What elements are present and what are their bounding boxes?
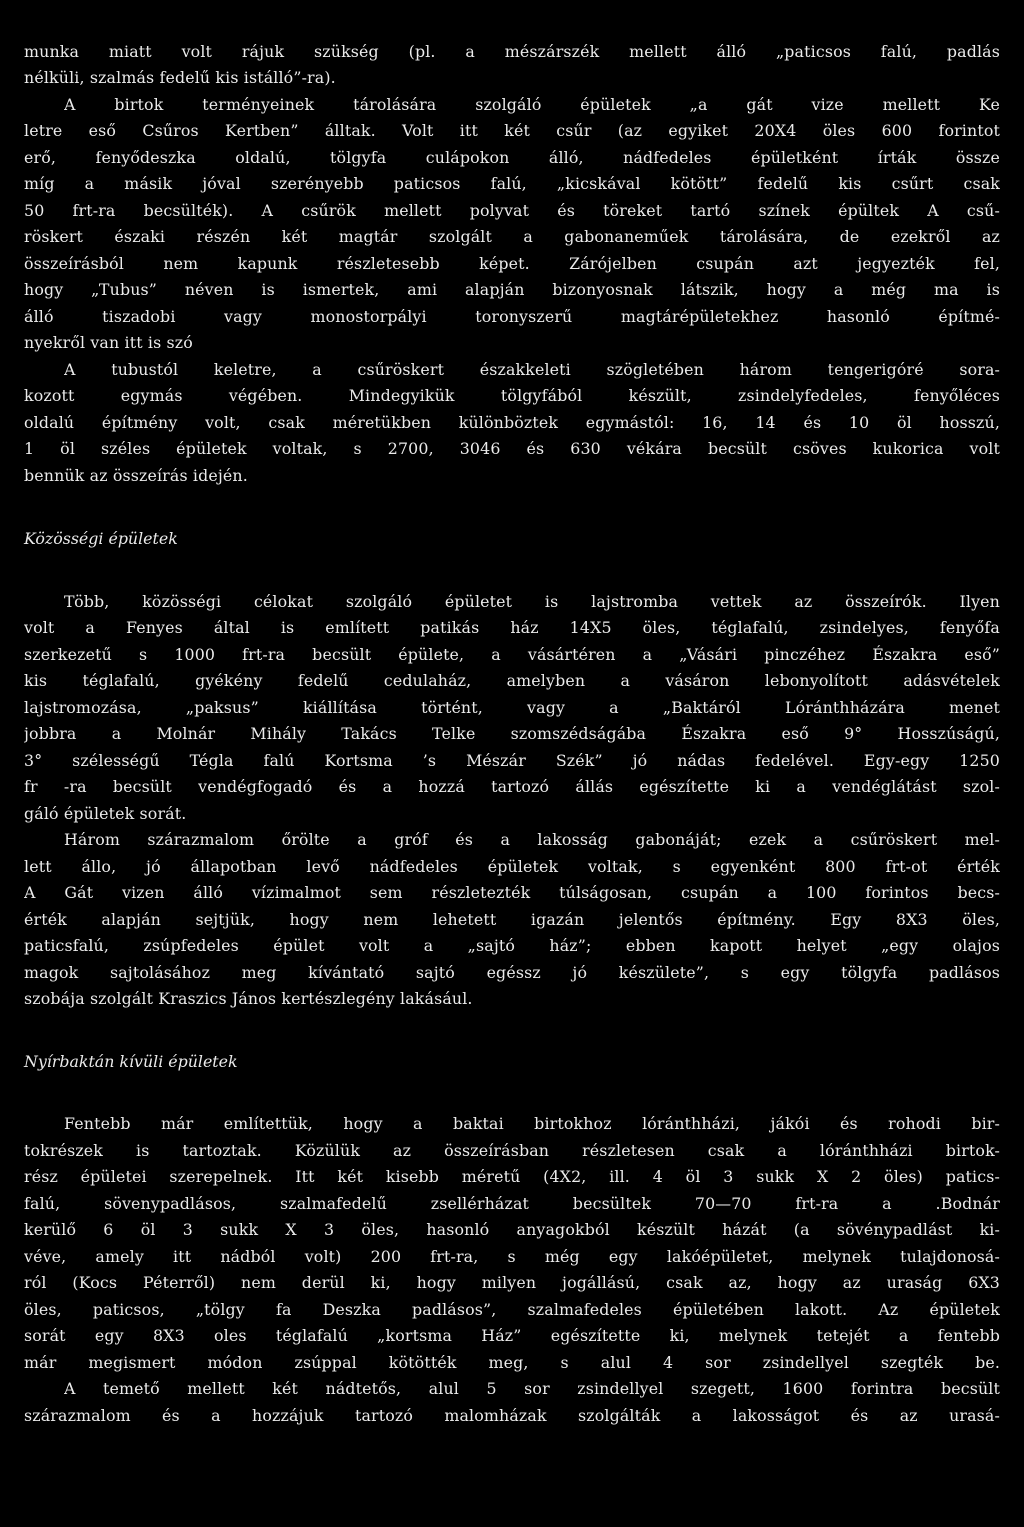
text-line: A Gát vizen álló vízimalmot sem részletezték túlságosan, csupán a 100 forintos becs-: [24, 883, 1000, 902]
text-line: Több, közösségi célokat szolgáló épületet is lajstromba vettek az összeírók. Ilyen: [64, 592, 1000, 611]
text-line: fr -ra becsült vendégfogadó és a hozzá tartozó állás egészítette ki a vendéglátást szol-: [24, 777, 1000, 796]
text-line: 1 öl széles épületek voltak, s 2700, 3046 és 630 vékára becsült csöves kukorica volt: [24, 439, 1000, 458]
text-line: tokrészek is tartoztak. Közülük az összeírásban részletesen csak a lóránthházi birtok-: [24, 1141, 1000, 1160]
text-line: szobája szolgált Kraszics János kertészlegény lakásául.: [24, 989, 473, 1008]
text-line: munka miatt volt rájuk szükség (pl. a mészárszék mellett álló „paticsos falú, padlás: [24, 42, 1000, 61]
text-line: kerülő 6 öl 3 sukk X 3 öles, hasonló anyagokból készült házát (a sövénypadlást ki-: [24, 1220, 1000, 1239]
section-heading: Közösségi épületek: [24, 529, 178, 548]
text-line: szárazmalom és a hozzájuk tartozó malomházak szolgálták a lakosságot és az urasá-: [24, 1406, 1000, 1425]
text-line: röskert északi részén két magtár szolgált a gabonaneműek tárolására, de ezekről az: [24, 227, 1000, 246]
text-line: álló tiszadobi vagy monostorpályi toronyszerű magtárépületekhez hasonló építmé-: [24, 307, 1000, 326]
text-line: erő, fenyődeszka oldalú, tölgyfa culápokon álló, nádfedeles épületként írták össze: [24, 148, 1000, 167]
text-line: öles, paticsos, „tölgy fa Deszka padlásos”, szalmafedeles épületében lakott. Az épületek: [24, 1300, 1000, 1319]
section-heading: Nyírbaktán kívüli épületek: [24, 1052, 238, 1071]
text-line: hogy „Tubus” néven is ismertek, ami alapján bizonyosnak látszik, hogy a még ma is: [24, 280, 1000, 299]
text-line: A birtok terményeinek tárolására szolgáló épületek „a gát vize mellett Ke: [64, 95, 1000, 114]
text-line: falú, sövenypadlásos, szalmafedelű zsellérházat becsültek 70—70 frt-ra a .Bodnár: [24, 1194, 1000, 1213]
text-line: A temető mellett két nádtetős, alul 5 sor zsindellyel szegett, 1600 forintra becsült: [64, 1379, 1000, 1398]
text-line: sorát egy 8X3 oles téglafalú „kortsma Ház” egészítette ki, melynek tetejét a fentebb: [24, 1326, 1000, 1345]
text-line: lajstromozása, „paksus” kiállítása történt, vagy a „Baktáról Lóránthházára menet: [24, 698, 1000, 717]
text-line: szerkezetű s 1000 frt-ra becsült épülete, a vásártéren a „Vásári pinczéhez Északra eső”: [24, 645, 1000, 664]
text-line: lett állo, jó állapotban levő nádfedeles épületek voltak, s egyenként 800 frt-ot érték: [24, 857, 1000, 876]
text-line: érték alapján sejtjük, hogy nem lehetett igazán jelentős építmény. Egy 8X3 öles,: [24, 910, 1000, 929]
text-line: kozott egymás végében. Mindegyikük tölgyfából készült, zsindelyfedeles, fenyőléces: [24, 386, 1000, 405]
text-line: nélküli, szalmás fedelű kis istálló”-ra).: [24, 68, 336, 87]
text-line: letre eső Csűros Kertben” álltak. Volt itt két csűr (az egyiket 20X4 öles 600 forintot: [24, 121, 1000, 140]
text-line: jobbra a Molnár Mihály Takács Telke szomszédságába Északra eső 9° Hosszúságú,: [24, 724, 1000, 743]
text-line: volt a Fenyes által is említett patikás ház 14X5 öles, téglafalú, zsindelyes, fenyőfa: [24, 618, 1000, 637]
text-line: összeírásból nem kapunk részletesebb képet. Zárójelben csupán azt jegyezték fel,: [24, 254, 1000, 273]
text-line: paticsfalú, zsúpfedeles épület volt a „sajtó ház”; ebben kapott helyet „egy olajos: [24, 936, 1000, 955]
text-line: ról (Kocs Péterről) nem derül ki, hogy milyen jogállású, csak az, hogy az uraság 6X3: [24, 1273, 1000, 1292]
text-line: nyekről van itt is szó: [24, 333, 193, 352]
text-line: Fentebb már említettük, hogy a baktai birtokhoz lóránthházi, jákói és rohodi bir-: [64, 1114, 1000, 1133]
text-line: bennük az összeírás idején.: [24, 466, 248, 485]
text-line: oldalú építmény volt, csak méretükben különböztek egymástól: 16, 14 és 10 öl hosszú,: [24, 413, 1000, 432]
text-line: magok sajtolásához meg kívántató sajtó egéssz jó készülete”, s egy tölgyfa padlásos: [24, 963, 1000, 982]
text-line: kis téglafalú, gyékény fedelű cedulaház, amelyben a vásáron lebonyolított adásvételek: [24, 671, 1000, 690]
text-line: Három szárazmalom őrölte a gróf és a lakosság gabonáját; ezek a csűröskert mel-: [64, 830, 1000, 849]
text-line: 3° szélességű Tégla falú Kortsma ’s Mészár Szék” jó nádas fedelével. Egy-egy 1250: [24, 751, 1000, 770]
text-line: míg a másik jóval szerényebb paticsos falú, „kicskával kötött” fedelű kis csűrt csak: [24, 174, 1000, 193]
text-line: már megismert módon zsúppal kötötték meg, s alul 4 sor zsindellyel szegték be.: [24, 1353, 1000, 1372]
text-line: A tubustól keletre, a csűröskert északkeleti szögletében három tengerigóré sora-: [64, 360, 1000, 379]
text-line: véve, amely itt nádból volt) 200 frt-ra, s még egy lakóépületet, melynek tulajdonosá-: [24, 1247, 1000, 1266]
text-line: rész épületei szerepelnek. Itt két kisebb méretű (4X2, ill. 4 öl 3 sukk X 2 öles) patics-: [24, 1167, 1000, 1186]
text-line: gáló épületek sorát.: [24, 804, 187, 823]
text-line: 50 frt-ra becsülték). A csűrök mellett polyvat és töreket tartó színek épültek A csű-: [24, 201, 1000, 220]
